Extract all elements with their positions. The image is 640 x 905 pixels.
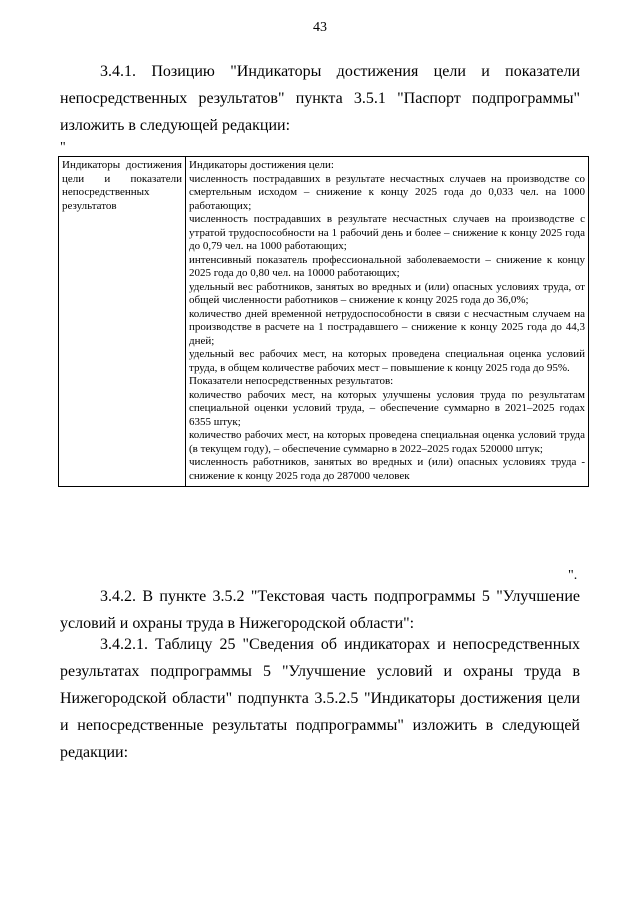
passport-position-table — [58, 156, 589, 487]
paragraph-3-4-2: 3.4.2. В пункте 3.5.2 "Текстовая часть подпрограммы 5 "Улучшение условий и охраны труда в Нижегородской области": — [60, 588, 580, 632]
paragraph-3-4-2-1: 3.4.2.1. Таблицу 25 "Сведения об индикаторах и непосредственных результатах подпрограммы 5 "Улучшение условий и охраны труда в Нижегородской области" подпункта 3.5.2.5 "Индикаторы достижения цели и непосредственные результаты подпрограммы" изложить в следующей редакции: — [60, 636, 580, 761]
paragraph-3-4-1: 3.4.1. Позицию "Индикаторы достижения цели и показатели непосредственных результатов" пункта 3.5.1 "Паспорт подпрограммы" изложить в следующей редакции: — [60, 63, 580, 134]
table-row — [59, 157, 589, 487]
result-improved-workplaces: количество рабочих мест, на которых улучшены условия труда по результатам специальной оценки условий труда, – обеспечение суммарно в 2021–2025 годах 6355 штук; — [189, 388, 585, 428]
result-assessed-workplaces: количество рабочих мест, на которых проведена специальная оценка условий труда (в текущем году), – обеспечение суммарно в 2022–2025 годах 520000 штук; — [189, 429, 585, 455]
direct-results-heading: Показатели непосредственных результатов: — [189, 375, 394, 387]
result-hazardous-workers: численность работников, занятых во вредных и (или) опасных условиях труда - снижение к концу 2025 года до 287000 человек — [189, 456, 585, 482]
indicator-disability-days: количество дней временной нетрудоспособности в связи с несчастным случаем на производстве в расчете на 1 пострадавшего – снижение к концу 2025 года до 44,3 дней; — [189, 307, 585, 347]
page-number: 43 — [313, 20, 327, 35]
indicator-disability-accidents: численность пострадавших в результате несчастных случаев на производстве с утратой трудоспособности на 1 рабочий день и более – снижение к концу 2025 года до 0,79 чел. на 1000 работающих; — [189, 213, 585, 252]
opening-quote: " — [60, 140, 66, 155]
indicator-occupational-disease: интенсивный показатель профессиональной заболеваемости – снижение к концу 2025 года до 0,80 чел. на 10000 работающих; — [189, 253, 585, 279]
position-content-cell — [186, 157, 589, 487]
goal-indicators-heading: Индикаторы достижения цели: — [189, 159, 334, 171]
indicator-hazardous-conditions-share: удельный вес работников, занятых во вредных и (или) опасных условиях труда, от общей численности работников – снижение к концу 2025 года до 36,0%; — [189, 280, 585, 306]
indicator-assessed-workplaces-share: удельный вес рабочих мест, на которых проведена специальная оценка условий труда, в общем количестве рабочих мест – повышение к концу 2025 года до 95%. — [189, 348, 585, 374]
indicator-fatal-accidents: численность пострадавших в результате несчастных случаев на производстве со смертельным исходом – снижение к концу 2025 года до 0,033 чел. на 1000 работающих; — [189, 172, 585, 212]
position-name-cell: Индикаторы достижения цели и показатели непосредственных результатов — [59, 157, 186, 487]
closing-quote: ". — [568, 568, 578, 583]
